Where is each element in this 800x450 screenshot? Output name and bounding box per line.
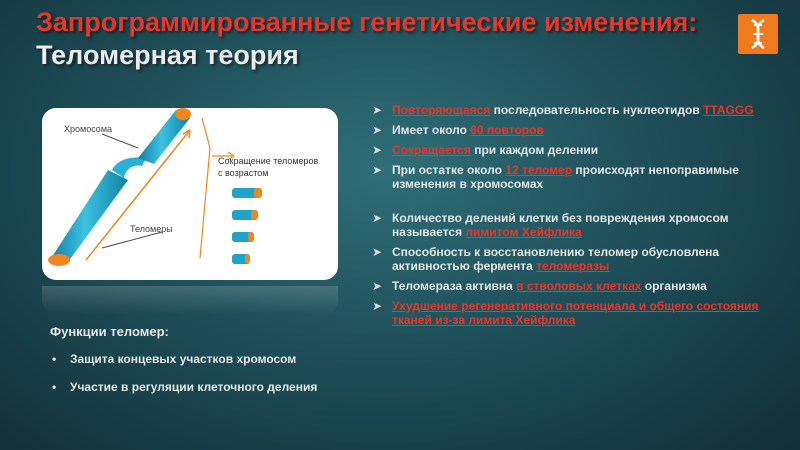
fact-item: ➤ Сокращается при каждом делении <box>372 143 599 157</box>
title-red-part: Запрограммированные генетические изменения: <box>36 7 698 37</box>
chromosome-drawing <box>42 108 338 280</box>
fact-item: ➤ Повторяющаяся последовательность нуклеотидов TTAGGG <box>372 103 754 117</box>
label-telomeres: Теломеры <box>130 224 173 234</box>
telomere-bottom <box>48 254 70 266</box>
title-white-part: Теломерная теория <box>36 40 299 70</box>
chromosome-illustration <box>42 108 338 280</box>
dna-logo <box>738 14 778 54</box>
function-item: • Защита концевых участков хромосом <box>52 352 297 366</box>
fact-item: ➤ Способность к восстановлению теломер обусловлена активностью фермента теломеразы <box>372 245 720 273</box>
telomere-functions <box>50 324 350 407</box>
fact-item: ➤ Имеет около 60 повторов <box>372 123 544 137</box>
fact-item: ➤ При остатке около 12 теломер происходят непоправимые изменения в хромосомах <box>372 163 739 191</box>
facts-list <box>372 103 772 333</box>
functions-title: Функции теломер: <box>50 324 169 339</box>
label-shortening-line2: с возрастом <box>218 168 269 178</box>
function-item: • Участие в регуляции клеточного деления <box>52 380 318 394</box>
dna-icon <box>738 14 778 54</box>
label-shortening-line1: Сокращение теломеров <box>218 156 319 166</box>
fact-item: ➤ Ухудшение регенеративного потенциала и общего состояния тканей из-за лимита Хейфлика <box>372 299 759 327</box>
image-reflection <box>42 286 338 314</box>
label-chromosome: Хромосома <box>64 124 113 134</box>
telomere-top <box>175 108 191 120</box>
slide-title <box>36 6 726 72</box>
fact-item: ➤ Теломераза активна в стволовых клетках организма <box>372 279 707 293</box>
fact-item: ➤ Количество делений клетки без повреждения хромосом называется лимитом Хейфлика <box>372 211 729 239</box>
chromosome-lower-arm <box>50 170 128 262</box>
short-chromosome-segments <box>232 188 262 264</box>
